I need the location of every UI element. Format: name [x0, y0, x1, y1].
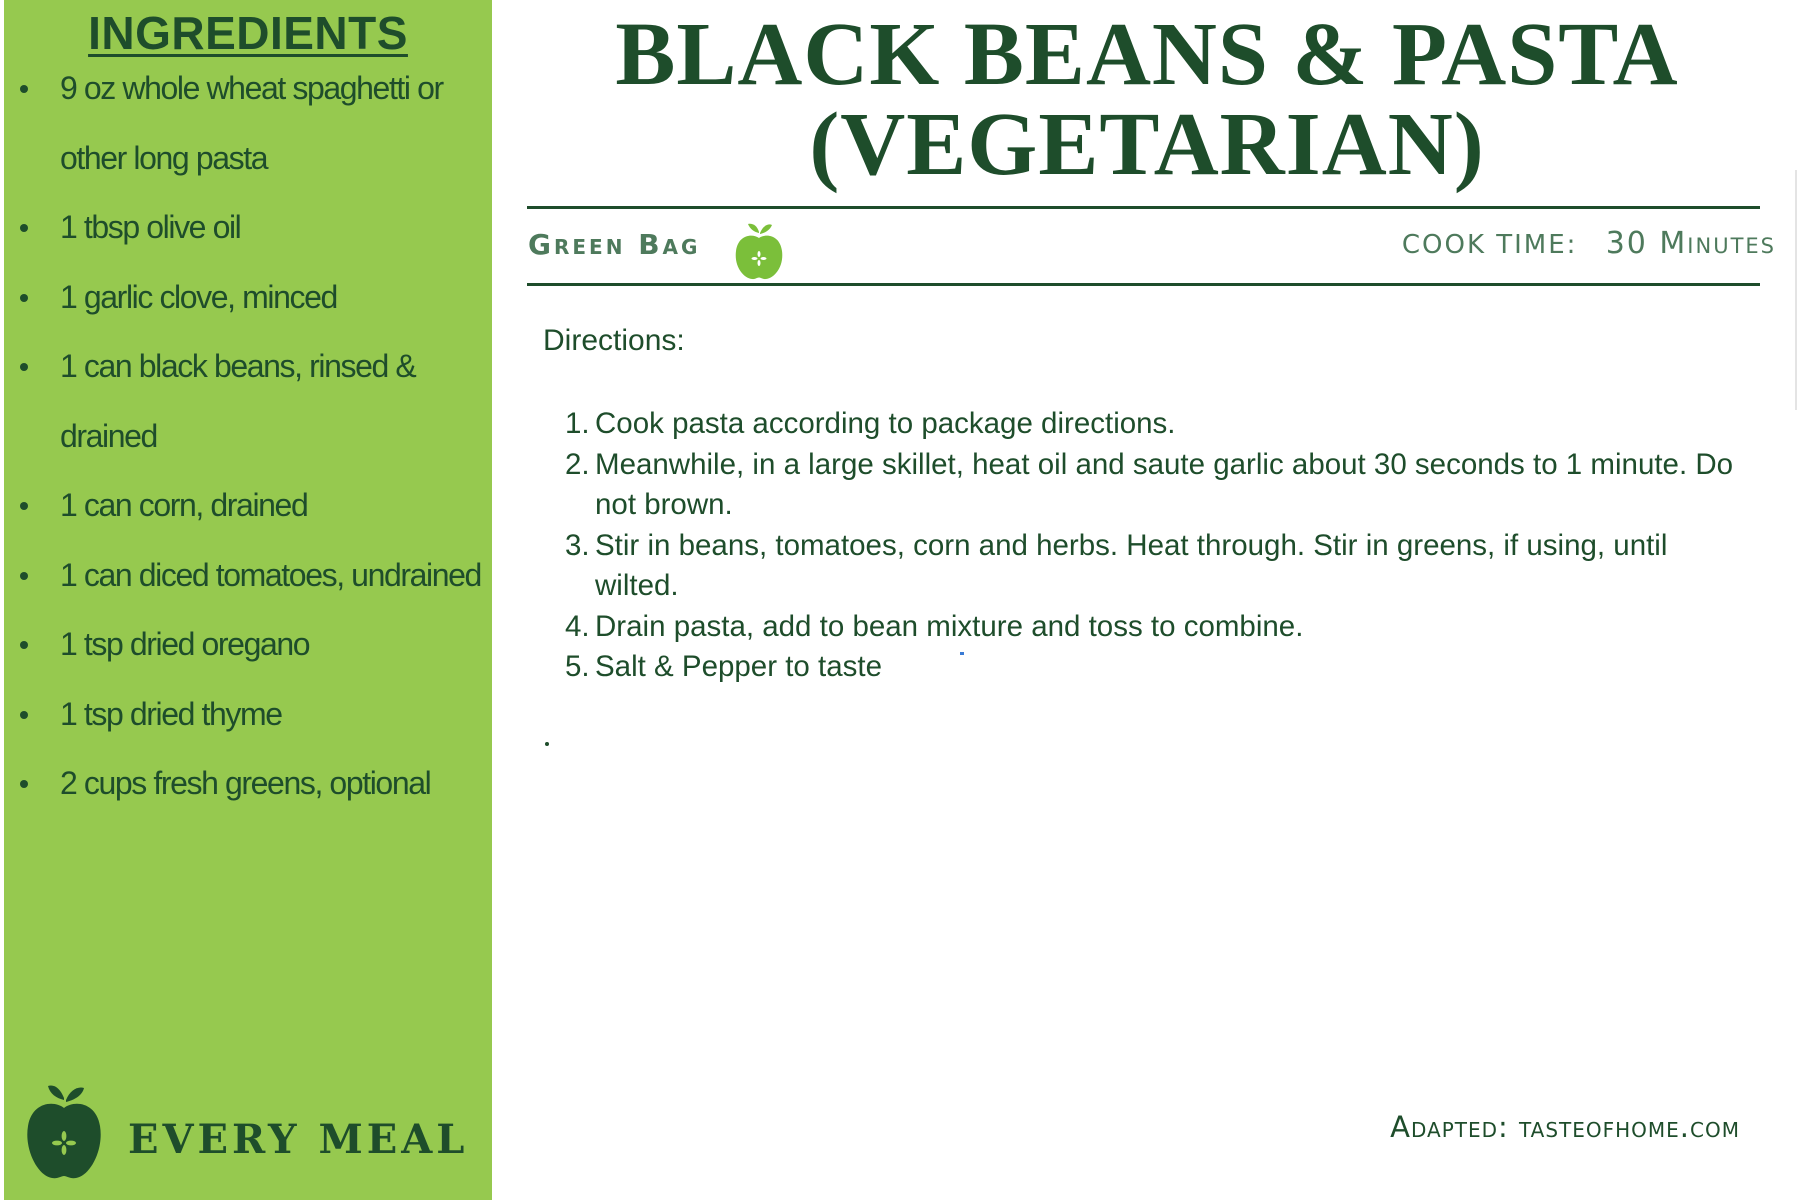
cook-time: [1402, 226, 1776, 261]
direction-step: [543, 526, 1743, 607]
divider-bottom: [527, 283, 1760, 286]
recipe-title: [527, 5, 1767, 194]
ingredient-item: [4, 610, 492, 680]
step-text: Cook pasta according to package directions.: [595, 407, 1176, 440]
direction-step: [543, 647, 1743, 688]
step-text: Stir in beans, tomatoes, corn and herbs. Heat through. Stir in greens, if using, until wilted.: [595, 528, 1668, 602]
bullet-icon: [20, 572, 28, 580]
brand-name: EVERY MEAL: [128, 1116, 469, 1163]
step-number: 3.: [565, 528, 590, 562]
cook-time-value: 30 Minutes: [1605, 226, 1776, 261]
ingredient-text: 1 can corn, drained: [60, 487, 308, 523]
ingredient-item: [4, 749, 492, 819]
cook-time-label: COOK TIME:: [1401, 230, 1578, 260]
ingredient-text: 1 tbsp olive oil: [60, 209, 241, 245]
bullet-icon: [20, 711, 28, 719]
page-edge-line: [1795, 170, 1797, 410]
ingredients-heading: INGREDIENTS: [88, 7, 408, 59]
step-number: 5.: [565, 650, 590, 683]
ingredient-item: [4, 541, 492, 611]
apple-logo-icon: [24, 1080, 104, 1180]
ingredient-text: 1 can diced tomatoes, undrained: [60, 556, 481, 593]
directions-list: [543, 404, 1743, 688]
ingredient-text: 1 garlic clove, minced: [60, 278, 337, 315]
stray-dot: [545, 742, 549, 746]
step-text: Salt & Pepper to taste: [595, 650, 882, 683]
ingredients-list: [4, 54, 492, 819]
direction-step: [543, 445, 1743, 526]
ingredient-item: [4, 471, 492, 541]
title-line-2: (VEGETARIAN): [809, 95, 1485, 194]
ingredient-item: [4, 680, 492, 750]
ingredient-item: [4, 263, 492, 333]
directions-heading: Directions:: [543, 324, 685, 357]
brand-logo: [24, 1080, 484, 1180]
step-text: Meanwhile, in a large skillet, heat oil and saute garlic about 30 seconds to 1 minute. Do not brown.: [595, 447, 1734, 521]
ingredient-text: 1 tsp dried oregano: [60, 626, 310, 662]
stray-mark: [960, 652, 964, 655]
ingredient-text: 1 can black beans, rinsed & drained: [60, 348, 416, 454]
ingredient-text: 9 oz whole wheat spaghetti or other long pasta: [60, 70, 443, 176]
ingredient-text: 1 tsp dried thyme: [60, 695, 282, 732]
direction-step: [543, 607, 1743, 648]
bullet-icon: [20, 502, 28, 510]
title-line-1: BLACK BEANS & PASTA: [615, 5, 1679, 104]
ingredient-item: [4, 193, 492, 263]
green-apple-icon: [734, 220, 784, 280]
bullet-icon: [20, 641, 28, 649]
ingredient-item: [4, 332, 492, 471]
divider-top: [527, 206, 1760, 209]
bullet-icon: [20, 780, 28, 788]
source-credit: Adapted: tasteofhome.com: [1390, 1110, 1740, 1144]
direction-step: [543, 404, 1743, 445]
category-label: Green Bag: [528, 228, 701, 261]
bullet-icon: [20, 85, 28, 93]
bullet-icon: [20, 363, 28, 371]
bullet-icon: [20, 224, 28, 232]
step-number: 2.: [565, 447, 590, 481]
ingredient-item: [4, 54, 492, 193]
step-number: 1.: [565, 407, 590, 440]
ingredients-sidebar: [4, 0, 492, 1200]
step-text: Drain pasta, add to bean mixture and toss to combine.: [595, 609, 1304, 643]
ingredient-text: 2 cups fresh greens, optional: [60, 765, 431, 801]
step-number: 4.: [565, 609, 590, 643]
bullet-icon: [20, 294, 28, 302]
